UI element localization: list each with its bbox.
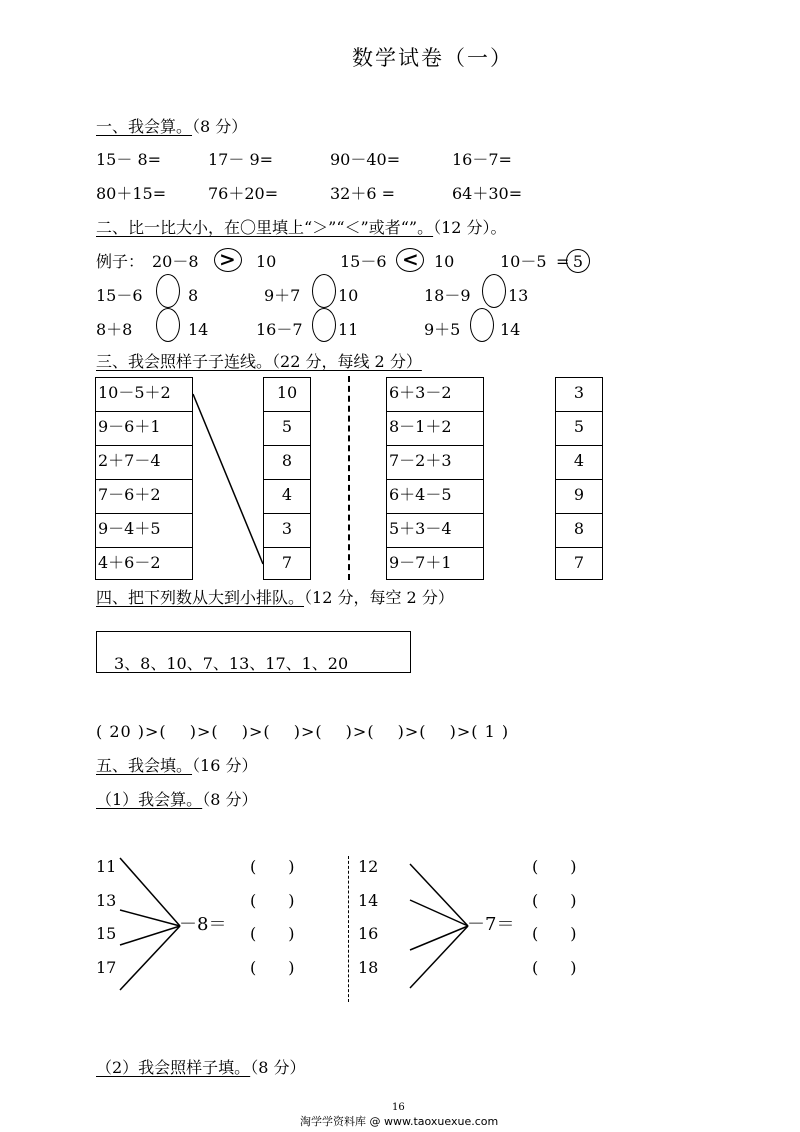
section3-title: 三、我会照样子子连线。 [96,352,273,371]
page-number: 16 [392,1102,405,1113]
answer-blank[interactable]: ( ) [250,891,295,910]
sub1-points: （8 分） [202,790,258,809]
value-cell: 7 [263,547,311,580]
expr-cell: 9－7＋1 [386,547,484,580]
value-cell: 4 [263,479,311,514]
expr-cell: 2＋7－4 [95,445,193,480]
calc-item: 90－40= [330,150,401,169]
expr-cell: 6＋3－2 [386,377,484,412]
section4-points: （12 分，每空 2 分） [304,588,454,607]
answer-blank[interactable]: ( ) [532,924,577,943]
order-answer-line[interactable]: ( 20 )>( )>( )>( )>( )>( )>( )>( 1 ) [96,722,510,741]
right-operation: －7＝ [467,914,515,935]
page-title: 数学试卷（一） [352,46,513,70]
expr-cell: 7－2＋3 [386,445,484,480]
calc-item: 80＋15= [96,184,167,203]
compare-right: 14 [500,320,521,339]
section3-points: （22 分，每线 2 分） [272,352,422,371]
compare-right: 10 [256,252,277,271]
value-cell: 3 [555,377,603,412]
value-cell: 9 [555,479,603,514]
compare-left: 10－5 [500,252,547,271]
section2-points: （12 分）。 [433,218,507,237]
fan-number: 15 [96,924,117,943]
section1-title: 一、我会算。 [96,117,193,136]
calc-item: 15－ 8= [96,150,162,169]
compare-right: 14 [188,320,209,339]
sub2-points: （8 分） [250,1058,306,1077]
sub2-title: （2）我会照样子填。 [96,1058,251,1077]
compare-left: 20－8 [152,252,199,271]
fan-number: 11 [96,857,117,876]
value-cell: 3 [263,513,311,548]
compare-left: 8＋8 [96,320,133,339]
value-cell: 4 [555,445,603,480]
expr-cell: 10－5＋2 [95,377,193,412]
fan-number: 17 [96,958,117,977]
compare-right: 10 [338,286,359,305]
compare-right: 8 [188,286,199,305]
numbers-list: 3、8、10、7、13、17、1、20 [114,654,349,673]
calc-item: 17－ 9= [208,150,274,169]
expr-cell: 7－6＋2 [95,479,193,514]
compare-left: 9＋5 [424,320,461,339]
answer-blank[interactable]: ( ) [250,857,295,876]
value-cell: 5 [263,411,311,446]
example-label: 例子： [96,252,145,271]
fan-number: 13 [96,891,117,910]
compare-left: 18－9 [424,286,471,305]
expr-cell: 9－4＋5 [95,513,193,548]
expr-cell: 6＋4－5 [386,479,484,514]
value-cell: 8 [555,513,603,548]
fan-number: 14 [358,891,379,910]
answer-blank[interactable]: ( ) [532,891,577,910]
greater-than-icon: > [219,247,236,271]
section1-points: （8 分） [192,117,248,136]
answer-blank[interactable]: ( ) [250,924,295,943]
compare-right: 10 [434,252,455,271]
equals-sign: = [556,252,570,271]
fan-number: 12 [358,857,379,876]
value-cell: 7 [555,547,603,580]
calc-item: 32＋6 = [330,184,396,203]
compare-left: 15－6 [340,252,387,271]
compare-left: 9＋7 [264,286,301,305]
expr-cell: 8－1＋2 [386,411,484,446]
answer-blank[interactable]: ( ) [532,958,577,977]
expr-cell: 5＋3－4 [386,513,484,548]
left-operation: －8＝ [179,914,227,935]
calc-item: 16－7= [452,150,512,169]
sub1-title: （1）我会算。 [96,790,203,809]
footer-watermark: 淘学学资料库 @ www.taoxuexue.com [300,1115,499,1128]
section4-title: 四、把下列数从大到小排队。 [96,588,305,607]
compare-right: 13 [508,286,529,305]
calc-item: 64＋30= [452,184,523,203]
fan-number: 18 [358,958,379,977]
section5-title: 五、我会填。 [96,756,193,775]
compare-left: 15－6 [96,286,143,305]
compare-right: 11 [338,320,359,339]
value-cell: 5 [555,411,603,446]
sub2-heading [96,1058,305,1078]
calc-item: 76＋20= [208,184,279,203]
section5-points: （16 分） [192,756,258,775]
compare-left: 16－7 [256,320,303,339]
value-cell: 10 [263,377,311,412]
compare-right: 5 [572,252,584,271]
fan-number: 16 [358,924,379,943]
expr-cell: 4＋6－2 [95,547,193,580]
value-cell: 8 [263,445,311,480]
answer-blank[interactable]: ( ) [250,958,295,977]
answer-blank[interactable]: ( ) [532,857,577,876]
section2-title: 二、比一比大小，在〇里填上“＞”“＜”或者“”。 [96,218,434,237]
less-than-icon: < [402,247,419,271]
expr-cell: 9－6＋1 [95,411,193,446]
